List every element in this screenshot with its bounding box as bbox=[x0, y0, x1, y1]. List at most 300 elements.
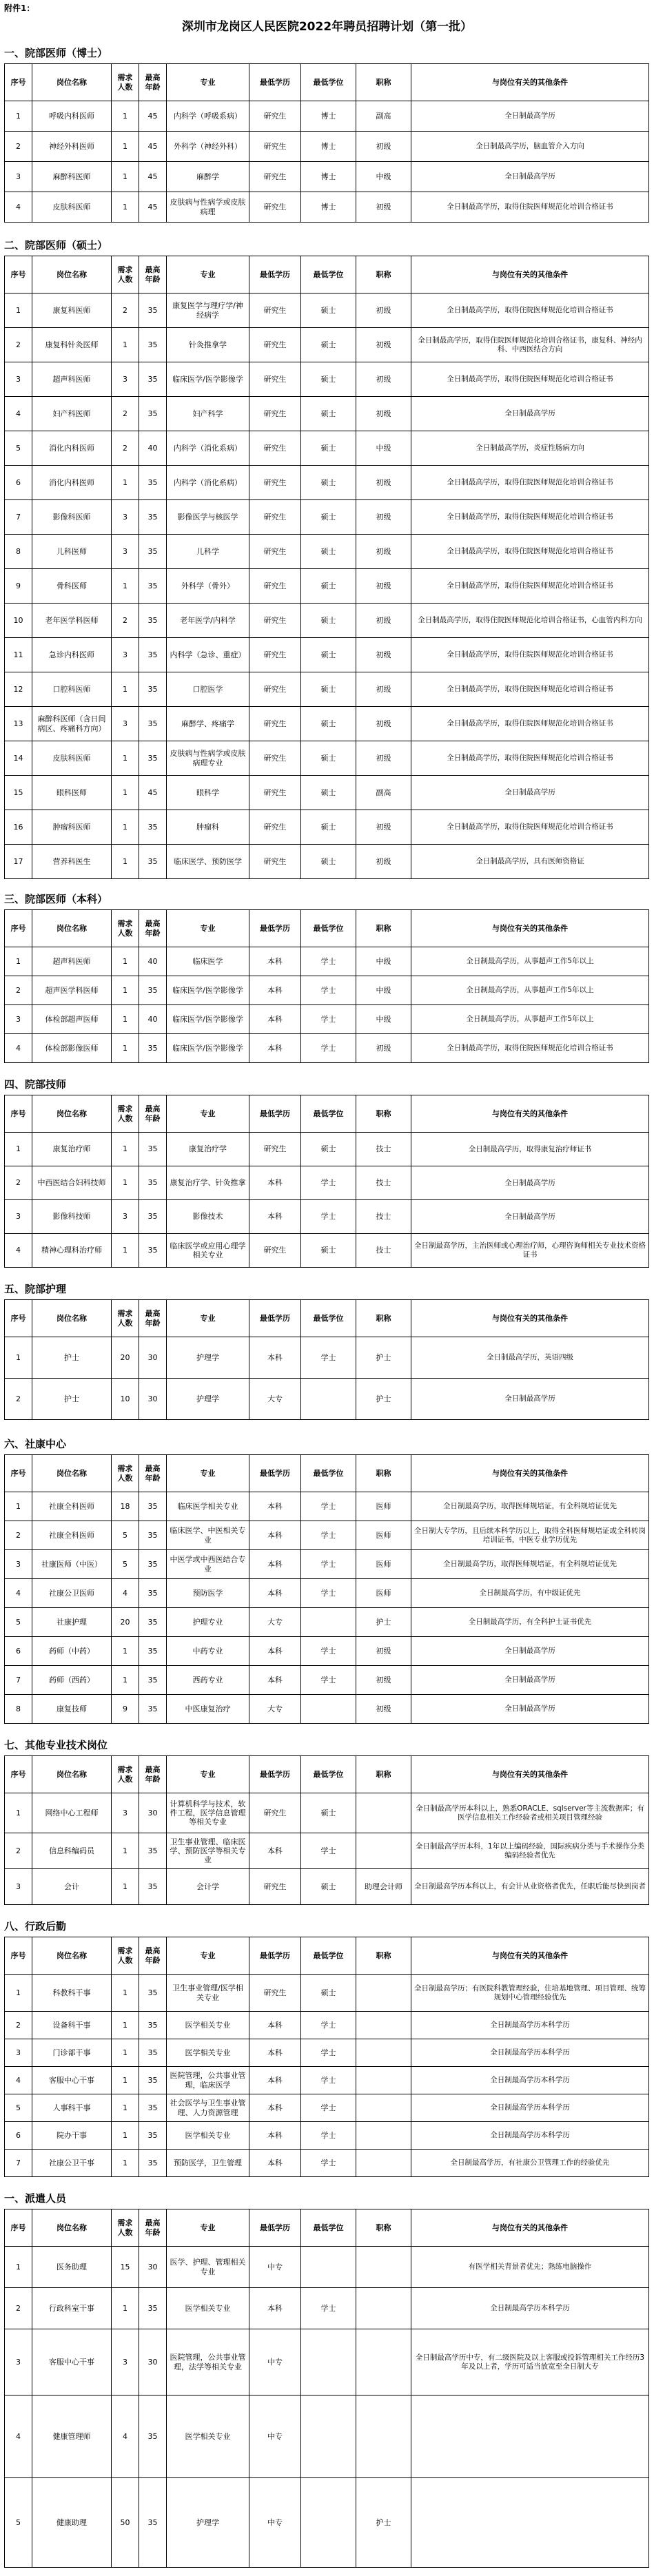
cell-max-age: 35 bbox=[139, 2395, 167, 2478]
cell-seq: 5 bbox=[5, 2478, 32, 2568]
cell-min-education: 本科 bbox=[249, 2122, 301, 2150]
cell-other-requirements: 全日制最高学历，具有医师资格证 bbox=[411, 845, 649, 879]
cell-min-degree: 硕士 bbox=[301, 466, 356, 500]
cell-position: 会计 bbox=[32, 1869, 112, 1905]
column-header-other-requirements: 与岗位有关的其他条件 bbox=[411, 64, 649, 101]
cell-seq: 1 bbox=[5, 1793, 32, 1833]
cell-max-age: 35 bbox=[139, 1234, 167, 1268]
cell-other-requirements: 全日制最高学历 bbox=[411, 776, 649, 810]
cell-major: 影像技术 bbox=[167, 1200, 249, 1234]
cell-min-degree: 硕士 bbox=[301, 328, 356, 362]
cell-position: 体检部影像医师 bbox=[32, 1034, 112, 1063]
cell-headcount: 1 bbox=[112, 1034, 139, 1063]
cell-other-requirements: 全日制最高学历，取得住院医师规范化培训合格证书 bbox=[411, 741, 649, 776]
cell-max-age: 30 bbox=[139, 1793, 167, 1833]
column-header-headcount: 需求人数 bbox=[112, 1455, 139, 1492]
cell-professional-title: 初级 bbox=[356, 466, 411, 500]
cell-professional-title bbox=[356, 1833, 411, 1869]
cell-headcount: 1 bbox=[112, 1166, 139, 1200]
recruitment-sections bbox=[4, 43, 649, 2568]
cell-major: 皮肤病与性病学或皮肤病理 bbox=[167, 192, 249, 223]
cell-headcount: 1 bbox=[112, 1637, 139, 1666]
cell-headcount: 3 bbox=[112, 535, 139, 569]
cell-headcount: 1 bbox=[112, 1666, 139, 1695]
table-row bbox=[5, 2122, 649, 2150]
column-header-major: 专业 bbox=[167, 1300, 249, 1337]
cell-max-age: 35 bbox=[139, 466, 167, 500]
cell-headcount: 4 bbox=[112, 2395, 139, 2478]
column-header-other-requirements: 与岗位有关的其他条件 bbox=[411, 1455, 649, 1492]
cell-major: 医院管理，公共事业管理，法学等相关专业 bbox=[167, 2329, 249, 2395]
cell-headcount: 9 bbox=[112, 1695, 139, 1724]
cell-min-education: 本科 bbox=[249, 2150, 301, 2177]
table-row bbox=[5, 1666, 649, 1695]
cell-min-degree: 硕士 bbox=[301, 707, 356, 741]
cell-other-requirements: 全日制最高学历本科学历 bbox=[411, 2012, 649, 2039]
cell-min-degree: 学士 bbox=[301, 1833, 356, 1869]
cell-professional-title: 初级 bbox=[356, 604, 411, 638]
cell-position: 麻醉科医师 bbox=[32, 162, 112, 192]
column-header-professional-title: 职称 bbox=[356, 256, 411, 293]
table-row bbox=[5, 162, 649, 192]
cell-position: 康复治疗师 bbox=[32, 1133, 112, 1166]
cell-min-degree: 学士 bbox=[301, 1579, 356, 1608]
cell-min-education: 本科 bbox=[249, 976, 301, 1005]
cell-professional-title: 初级 bbox=[356, 535, 411, 569]
cell-max-age: 35 bbox=[139, 569, 167, 604]
cell-max-age: 35 bbox=[139, 707, 167, 741]
cell-position: 超声医学科医师 bbox=[32, 976, 112, 1005]
column-header-headcount: 需求人数 bbox=[112, 1300, 139, 1337]
cell-major: 外科学（骨外） bbox=[167, 569, 249, 604]
cell-seq: 9 bbox=[5, 569, 32, 604]
cell-min-education: 研究生 bbox=[249, 397, 301, 431]
cell-major: 口腔医学 bbox=[167, 672, 249, 707]
cell-min-education: 本科 bbox=[249, 1005, 301, 1034]
column-header-min-degree: 最低学位 bbox=[301, 1937, 356, 1975]
cell-major: 临床医学、预防医学 bbox=[167, 845, 249, 879]
cell-position: 口腔科医师 bbox=[32, 672, 112, 707]
cell-max-age: 35 bbox=[139, 1034, 167, 1063]
cell-min-degree bbox=[301, 2478, 356, 2568]
cell-position: 健康助理 bbox=[32, 2478, 112, 2568]
cell-professional-title bbox=[356, 1975, 411, 2012]
cell-seq: 4 bbox=[5, 192, 32, 223]
cell-other-requirements: 全日制最高学历本科以上，熟悉ORACLE、sqlserver等主流数据库；有医学信息相关工作经验者或相关项目管理经验 bbox=[411, 1793, 649, 1833]
table-row bbox=[5, 466, 649, 500]
column-header-max-age: 最高年龄 bbox=[139, 910, 167, 947]
table-row bbox=[5, 362, 649, 397]
column-header-min-education: 最低学历 bbox=[249, 64, 301, 101]
cell-seq: 2 bbox=[5, 2288, 32, 2329]
column-header-max-age: 最高年龄 bbox=[139, 256, 167, 293]
cell-min-education: 本科 bbox=[249, 1833, 301, 1869]
cell-position: 影像科技师 bbox=[32, 1200, 112, 1234]
column-header-seq: 序号 bbox=[5, 256, 32, 293]
cell-position: 骨科医师 bbox=[32, 569, 112, 604]
cell-professional-title: 初级 bbox=[356, 1695, 411, 1724]
cell-seq: 14 bbox=[5, 741, 32, 776]
table-row bbox=[5, 431, 649, 466]
cell-seq: 7 bbox=[5, 2150, 32, 2177]
table-row bbox=[5, 132, 649, 162]
cell-other-requirements: 全日制最高学历，主治医师或心理治疗师，心理咨询师相关专业技术资格证书 bbox=[411, 1234, 649, 1268]
cell-max-age: 35 bbox=[139, 1975, 167, 2012]
cell-headcount: 1 bbox=[112, 2039, 139, 2067]
cell-major: 麻醉学、疼痛学 bbox=[167, 707, 249, 741]
cell-min-education: 本科 bbox=[249, 1666, 301, 1695]
cell-other-requirements: 全日制大专学历，且后续本科学历以上，取得全科医师规培证或全科转岗培训证书，中医专业学历优先 bbox=[411, 1521, 649, 1550]
cell-professional-title: 中级 bbox=[356, 1005, 411, 1034]
cell-major: 临床医学相关专业 bbox=[167, 1492, 249, 1521]
cell-professional-title: 技士 bbox=[356, 1166, 411, 1200]
column-header-seq: 序号 bbox=[5, 1455, 32, 1492]
table-row bbox=[5, 1521, 649, 1550]
cell-seq: 4 bbox=[5, 1034, 32, 1063]
column-header-min-education: 最低学历 bbox=[249, 910, 301, 947]
cell-headcount: 50 bbox=[112, 2478, 139, 2568]
cell-min-degree: 硕士 bbox=[301, 672, 356, 707]
section-heading: 六、社康中心 bbox=[4, 1438, 67, 1450]
column-header-seq: 序号 bbox=[5, 2209, 32, 2247]
cell-min-education: 本科 bbox=[249, 2067, 301, 2094]
cell-position: 社康全科医师 bbox=[32, 1492, 112, 1521]
cell-headcount: 1 bbox=[112, 2150, 139, 2177]
cell-other-requirements: 全日制最高学历，取得住院医师规范化培训合格证书 bbox=[411, 810, 649, 845]
cell-headcount: 1 bbox=[112, 947, 139, 976]
cell-other-requirements: 全日制最高学历中专，有二级医院及以上客服或投诉管理相关工作经历3年及以上者，学历可适当放宽至全日制大专 bbox=[411, 2329, 649, 2395]
cell-max-age: 40 bbox=[139, 431, 167, 466]
cell-other-requirements: 全日制最高学历，有中级证优先 bbox=[411, 1579, 649, 1608]
cell-min-degree bbox=[301, 2395, 356, 2478]
cell-min-education: 研究生 bbox=[249, 101, 301, 132]
cell-position: 消化内科医师 bbox=[32, 431, 112, 466]
cell-min-education: 研究生 bbox=[249, 776, 301, 810]
column-header-position: 岗位名称 bbox=[32, 2209, 112, 2247]
cell-seq: 2 bbox=[5, 1166, 32, 1200]
cell-min-education: 研究生 bbox=[249, 500, 301, 535]
cell-position: 科教科干事 bbox=[32, 1975, 112, 2012]
cell-professional-title: 初级 bbox=[356, 293, 411, 328]
cell-min-degree: 硕士 bbox=[301, 604, 356, 638]
cell-seq: 1 bbox=[5, 947, 32, 976]
cell-professional-title bbox=[356, 2039, 411, 2067]
cell-position: 神经外科医师 bbox=[32, 132, 112, 162]
cell-headcount: 1 bbox=[112, 2122, 139, 2150]
table-row bbox=[5, 1166, 649, 1200]
cell-professional-title: 初级 bbox=[356, 397, 411, 431]
cell-seq: 7 bbox=[5, 1666, 32, 1695]
cell-major: 社会医学与卫生事业管理、人力资源管理 bbox=[167, 2094, 249, 2122]
table-row bbox=[5, 776, 649, 810]
table-row bbox=[5, 741, 649, 776]
cell-min-degree: 博士 bbox=[301, 162, 356, 192]
cell-headcount: 1 bbox=[112, 328, 139, 362]
cell-position: 药师（中药） bbox=[32, 1637, 112, 1666]
cell-seq: 3 bbox=[5, 2329, 32, 2395]
cell-seq: 12 bbox=[5, 672, 32, 707]
cell-max-age: 35 bbox=[139, 741, 167, 776]
cell-professional-title: 副高 bbox=[356, 101, 411, 132]
cell-other-requirements: 全日制最高学历，取得住院医师规范化培训合格证书，康复科、神经内科、中西医结合方向 bbox=[411, 328, 649, 362]
cell-position: 医务助理 bbox=[32, 2247, 112, 2288]
section-bachelor-physicians bbox=[4, 889, 649, 1063]
cell-seq: 3 bbox=[5, 362, 32, 397]
cell-min-degree bbox=[301, 2329, 356, 2395]
cell-major: 内科学（消化系病） bbox=[167, 466, 249, 500]
cell-headcount: 1 bbox=[112, 2094, 139, 2122]
column-header-professional-title: 职称 bbox=[356, 64, 411, 101]
table-row bbox=[5, 2478, 649, 2568]
recruitment-table bbox=[4, 909, 649, 1063]
cell-major: 临床医学、中医相关专业 bbox=[167, 1521, 249, 1550]
cell-seq: 17 bbox=[5, 845, 32, 879]
column-header-other-requirements: 与岗位有关的其他条件 bbox=[411, 256, 649, 293]
table-row bbox=[5, 2067, 649, 2094]
cell-major: 护理专业 bbox=[167, 1608, 249, 1637]
cell-seq: 6 bbox=[5, 466, 32, 500]
table-row bbox=[5, 1579, 649, 1608]
column-header-max-age: 最高年龄 bbox=[139, 1937, 167, 1975]
column-header-professional-title: 职称 bbox=[356, 1300, 411, 1337]
cell-min-education: 中专 bbox=[249, 2329, 301, 2395]
table-row bbox=[5, 500, 649, 535]
cell-max-age: 35 bbox=[139, 1521, 167, 1550]
cell-major: 康复治疗学、针灸推拿 bbox=[167, 1166, 249, 1200]
recruitment-table bbox=[4, 2209, 649, 2568]
cell-max-age: 35 bbox=[139, 535, 167, 569]
column-header-position: 岗位名称 bbox=[32, 1300, 112, 1337]
cell-headcount: 1 bbox=[112, 569, 139, 604]
cell-position: 药师（西药） bbox=[32, 1666, 112, 1695]
cell-other-requirements: 全日制最高学历，有全科护士证书优先 bbox=[411, 1608, 649, 1637]
cell-major: 医学相关专业 bbox=[167, 2039, 249, 2067]
cell-position: 护士 bbox=[32, 1337, 112, 1379]
cell-position: 客服中心干事 bbox=[32, 2329, 112, 2395]
column-header-min-degree: 最低学位 bbox=[301, 1095, 356, 1133]
cell-min-education: 研究生 bbox=[249, 810, 301, 845]
cell-min-degree bbox=[301, 2247, 356, 2288]
cell-min-degree: 学士 bbox=[301, 2067, 356, 2094]
cell-headcount: 10 bbox=[112, 1379, 139, 1420]
table-row bbox=[5, 1608, 649, 1637]
column-header-major: 专业 bbox=[167, 2209, 249, 2247]
column-header-seq: 序号 bbox=[5, 1095, 32, 1133]
cell-min-degree: 硕士 bbox=[301, 638, 356, 672]
table-row bbox=[5, 976, 649, 1005]
table-row bbox=[5, 1793, 649, 1833]
cell-max-age: 30 bbox=[139, 2247, 167, 2288]
cell-max-age: 35 bbox=[139, 397, 167, 431]
cell-professional-title bbox=[356, 2288, 411, 2329]
cell-position: 急诊内科医师 bbox=[32, 638, 112, 672]
cell-other-requirements: 全日制最高学历，从事超声工作5年以上 bbox=[411, 976, 649, 1005]
cell-min-degree: 硕士 bbox=[301, 535, 356, 569]
cell-min-education: 研究生 bbox=[249, 362, 301, 397]
column-header-seq: 序号 bbox=[5, 1300, 32, 1337]
section-admin-logistics bbox=[4, 1916, 649, 2177]
column-header-other-requirements: 与岗位有关的其他条件 bbox=[411, 1095, 649, 1133]
cell-seq: 1 bbox=[5, 1133, 32, 1166]
cell-min-education: 本科 bbox=[249, 1166, 301, 1200]
cell-headcount: 5 bbox=[112, 1550, 139, 1579]
cell-position: 消化内科医师 bbox=[32, 466, 112, 500]
attachment-label: 附件1： bbox=[4, 3, 35, 13]
cell-min-education: 研究生 bbox=[249, 293, 301, 328]
recruitment-table bbox=[4, 63, 649, 223]
column-header-min-education: 最低学历 bbox=[249, 2209, 301, 2247]
cell-max-age: 30 bbox=[139, 1379, 167, 1420]
cell-seq: 1 bbox=[5, 1492, 32, 1521]
cell-position: 院办干事 bbox=[32, 2122, 112, 2150]
cell-headcount: 3 bbox=[112, 638, 139, 672]
cell-major: 临床医学/医学影像学 bbox=[167, 1034, 249, 1063]
cell-min-degree: 学士 bbox=[301, 2039, 356, 2067]
cell-major: 预防医学 bbox=[167, 1579, 249, 1608]
cell-major: 西药专业 bbox=[167, 1666, 249, 1695]
cell-min-degree: 硕士 bbox=[301, 569, 356, 604]
cell-professional-title: 医师 bbox=[356, 1579, 411, 1608]
table-row bbox=[5, 569, 649, 604]
cell-position: 精神心理科治疗师 bbox=[32, 1234, 112, 1268]
table-row bbox=[5, 1869, 649, 1905]
cell-min-degree: 硕士 bbox=[301, 293, 356, 328]
cell-min-degree: 硕士 bbox=[301, 810, 356, 845]
cell-other-requirements: 全日制最高学历 bbox=[411, 1379, 649, 1420]
cell-headcount: 1 bbox=[112, 162, 139, 192]
cell-major: 临床医学 bbox=[167, 947, 249, 976]
table-header-row bbox=[5, 1455, 649, 1492]
cell-professional-title: 中级 bbox=[356, 976, 411, 1005]
cell-professional-title: 医师 bbox=[356, 1492, 411, 1521]
cell-other-requirements: 全日制最高学历本科学历 bbox=[411, 2039, 649, 2067]
cell-max-age: 30 bbox=[139, 1337, 167, 1379]
cell-seq: 3 bbox=[5, 162, 32, 192]
cell-other-requirements: 全日制最高学历，取得住院医师规范化培训合格证书 bbox=[411, 466, 649, 500]
cell-min-education: 中专 bbox=[249, 2395, 301, 2478]
cell-position: 社康医师（中医） bbox=[32, 1550, 112, 1579]
cell-position: 信息科编码员 bbox=[32, 1833, 112, 1869]
cell-other-requirements: 全日制最高学历 bbox=[411, 1200, 649, 1234]
section-heading: 三、院部医师（本科） bbox=[4, 893, 108, 905]
cell-professional-title bbox=[356, 2395, 411, 2478]
table-row bbox=[5, 604, 649, 638]
column-header-professional-title: 职称 bbox=[356, 2209, 411, 2247]
cell-max-age: 35 bbox=[139, 2012, 167, 2039]
cell-max-age: 45 bbox=[139, 776, 167, 810]
cell-min-degree: 学士 bbox=[301, 2122, 356, 2150]
cell-major: 医学相关专业 bbox=[167, 2122, 249, 2150]
cell-seq: 8 bbox=[5, 535, 32, 569]
cell-position: 网络中心工程师 bbox=[32, 1793, 112, 1833]
section-dispatched-staff bbox=[4, 2188, 649, 2568]
cell-position: 妇产科医师 bbox=[32, 397, 112, 431]
recruitment-table bbox=[4, 1454, 649, 1724]
cell-max-age: 35 bbox=[139, 604, 167, 638]
column-header-headcount: 需求人数 bbox=[112, 2209, 139, 2247]
cell-min-degree: 硕士 bbox=[301, 431, 356, 466]
cell-other-requirements: 全日制最高学历，取得住院医师规范化培训合格证书 bbox=[411, 293, 649, 328]
cell-max-age: 35 bbox=[139, 2150, 167, 2177]
table-header-row bbox=[5, 64, 649, 101]
column-header-headcount: 需求人数 bbox=[112, 1095, 139, 1133]
cell-min-education: 研究生 bbox=[249, 845, 301, 879]
column-header-major: 专业 bbox=[167, 1937, 249, 1975]
cell-major: 预防医学，卫生管理 bbox=[167, 2150, 249, 2177]
cell-professional-title bbox=[356, 2150, 411, 2177]
cell-professional-title: 初级 bbox=[356, 638, 411, 672]
cell-position: 肿瘤科医师 bbox=[32, 810, 112, 845]
cell-max-age: 35 bbox=[139, 2094, 167, 2122]
table-row bbox=[5, 1133, 649, 1166]
table-row bbox=[5, 2329, 649, 2395]
cell-major: 医学、护理、管理相关专业 bbox=[167, 2247, 249, 2288]
cell-headcount: 20 bbox=[112, 1608, 139, 1637]
cell-headcount: 2 bbox=[112, 293, 139, 328]
cell-professional-title: 初级 bbox=[356, 362, 411, 397]
cell-min-education: 研究生 bbox=[249, 604, 301, 638]
cell-professional-title: 初级 bbox=[356, 810, 411, 845]
cell-headcount: 1 bbox=[112, 1133, 139, 1166]
cell-position: 社康公卫医师 bbox=[32, 1579, 112, 1608]
cell-min-education: 研究生 bbox=[249, 328, 301, 362]
cell-headcount: 1 bbox=[112, 2288, 139, 2329]
cell-position: 康复技师 bbox=[32, 1695, 112, 1724]
cell-major: 医院管理，公共事业管理，临床医学 bbox=[167, 2067, 249, 2094]
cell-max-age: 35 bbox=[139, 1695, 167, 1724]
cell-min-degree: 学士 bbox=[301, 1200, 356, 1234]
cell-professional-title: 初级 bbox=[356, 328, 411, 362]
section-heading: 八、行政后勤 bbox=[4, 1920, 67, 1933]
table-row bbox=[5, 328, 649, 362]
column-header-major: 专业 bbox=[167, 910, 249, 947]
cell-min-degree: 学士 bbox=[301, 1666, 356, 1695]
cell-position: 儿科医师 bbox=[32, 535, 112, 569]
table-row bbox=[5, 1379, 649, 1420]
cell-professional-title: 护士 bbox=[356, 1379, 411, 1420]
cell-professional-title: 初级 bbox=[356, 845, 411, 879]
cell-position: 老年医学科医师 bbox=[32, 604, 112, 638]
cell-min-degree: 学士 bbox=[301, 1492, 356, 1521]
table-row bbox=[5, 1200, 649, 1234]
section-heading: 五、院部护理 bbox=[4, 1283, 67, 1295]
cell-max-age: 40 bbox=[139, 1005, 167, 1034]
cell-other-requirements: 全日制最高学历，取得住院医师规范化培训合格证书 bbox=[411, 672, 649, 707]
cell-seq: 4 bbox=[5, 2395, 32, 2478]
cell-seq: 6 bbox=[5, 2122, 32, 2150]
cell-professional-title bbox=[356, 2329, 411, 2395]
cell-seq: 1 bbox=[5, 1975, 32, 2012]
cell-major: 康复医学与理疗学/神经病学 bbox=[167, 293, 249, 328]
cell-position: 设备科干事 bbox=[32, 2012, 112, 2039]
cell-min-education: 大专 bbox=[249, 1608, 301, 1637]
cell-major: 皮肤病与性病学或皮肤病理专业 bbox=[167, 741, 249, 776]
cell-professional-title: 初级 bbox=[356, 1034, 411, 1063]
column-header-min-education: 最低学历 bbox=[249, 1756, 301, 1793]
cell-other-requirements: 全日制最高学历，取得住院医师规范化培训合格证书 bbox=[411, 192, 649, 223]
column-header-position: 岗位名称 bbox=[32, 1095, 112, 1133]
cell-major: 医学相关专业 bbox=[167, 2012, 249, 2039]
cell-min-degree: 学士 bbox=[301, 2288, 356, 2329]
cell-position: 社康全科医师 bbox=[32, 1521, 112, 1550]
cell-professional-title: 技士 bbox=[356, 1200, 411, 1234]
cell-max-age: 35 bbox=[139, 2039, 167, 2067]
recruitment-table bbox=[4, 1755, 649, 1905]
cell-min-degree: 硕士 bbox=[301, 500, 356, 535]
cell-major: 护理学 bbox=[167, 1337, 249, 1379]
cell-headcount: 3 bbox=[112, 500, 139, 535]
cell-position: 影像科医师 bbox=[32, 500, 112, 535]
